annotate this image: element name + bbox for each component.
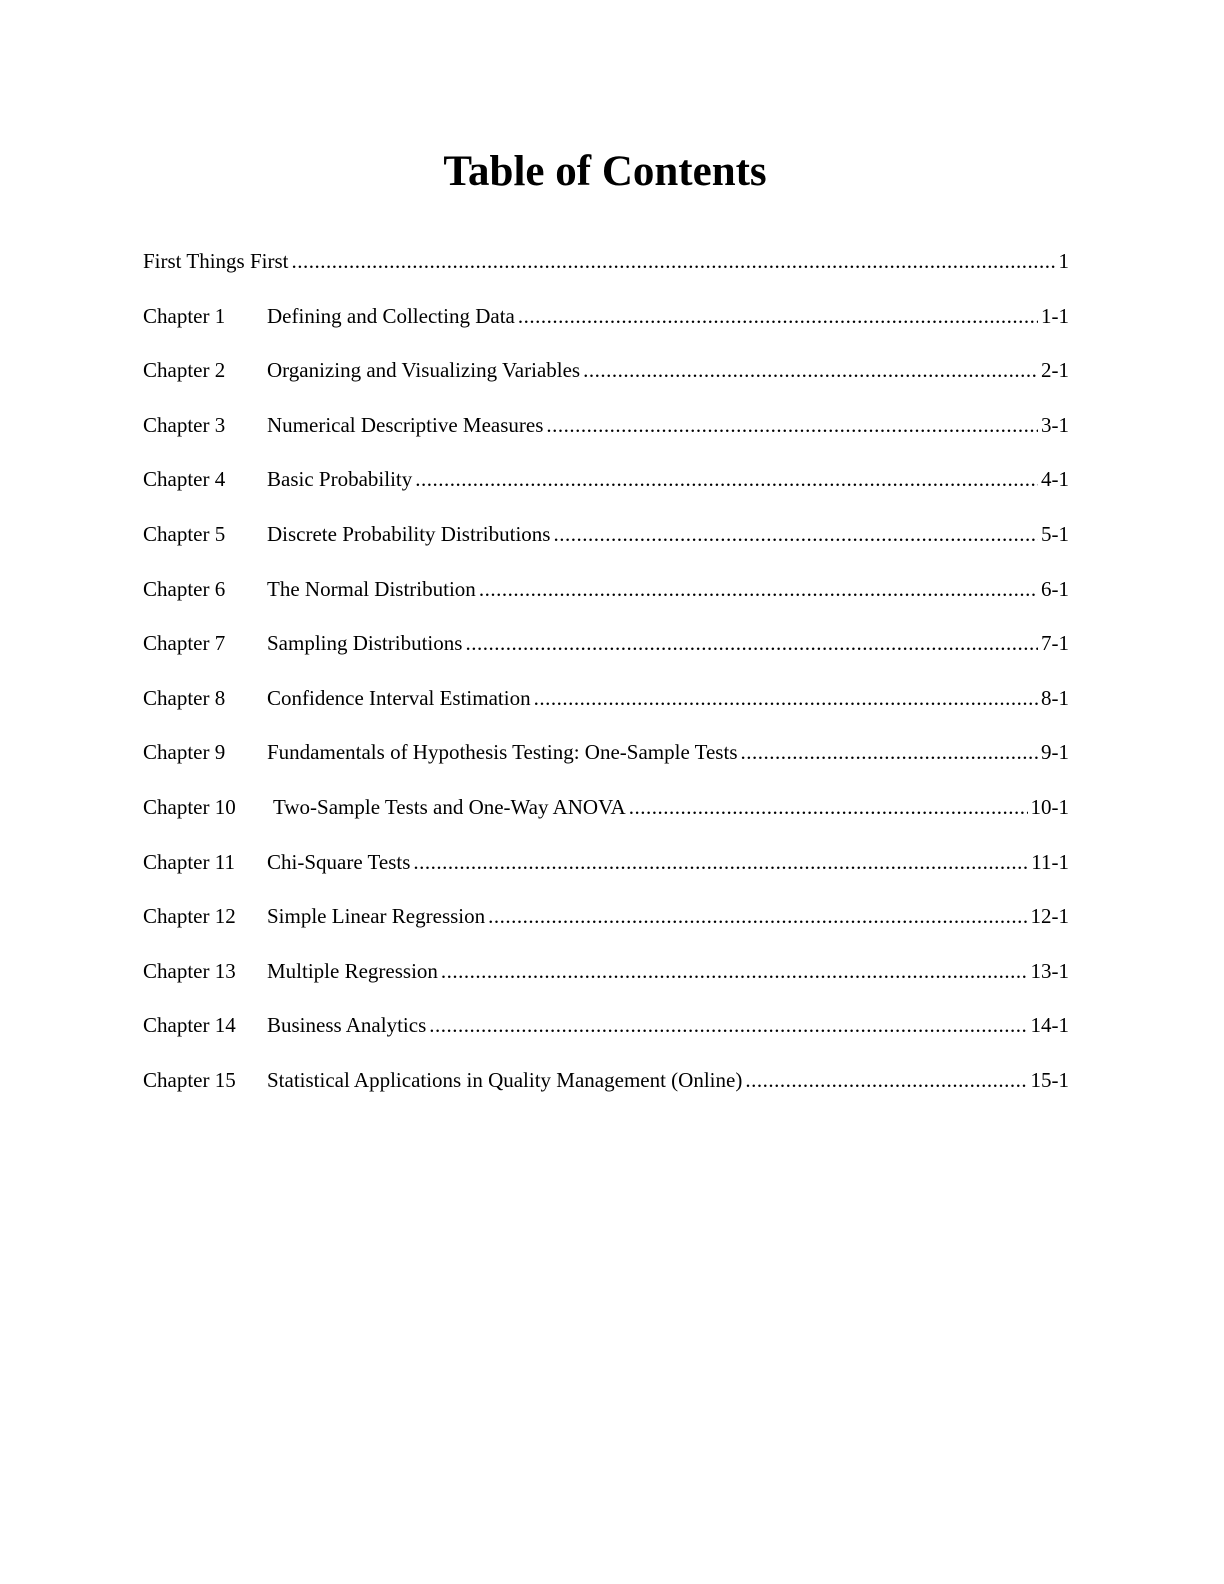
dot-leader (413, 847, 1028, 877)
toc-entry-chapter: Chapter 14 (143, 1013, 236, 1038)
dot-leader (415, 464, 1038, 494)
toc-entry-chapter-7[interactable] (143, 628, 1069, 683)
dot-leader (583, 355, 1038, 385)
toc-entry-chapter: Chapter 11 (143, 849, 235, 874)
toc-entry-chapter: Chapter 5 (143, 521, 226, 546)
toc-entry-chapter-2[interactable] (143, 355, 1069, 410)
toc-entry-chapter: Chapter 6 (143, 576, 226, 601)
toc-entry-chapter-10[interactable] (143, 792, 1069, 847)
toc-entry-chapter: Chapter 15 (143, 1067, 236, 1092)
toc-entry-title: Discrete Probability Distributions (267, 521, 551, 546)
toc-entry-title: Fundamentals of Hypothesis Testing: One-Sample Tests (267, 740, 738, 765)
toc-entry-title: The Normal Distribution (267, 576, 476, 601)
toc-entry-page: 9-1 (1041, 740, 1069, 765)
toc-entry-chapter: Chapter 10 (143, 794, 236, 819)
dot-leader (534, 683, 1038, 713)
toc-entry-page: 12-1 (1030, 904, 1069, 929)
toc-entry-chapter-9[interactable] (143, 737, 1069, 792)
toc-entry-title: First Things First (143, 249, 289, 273)
dot-leader (479, 574, 1038, 604)
toc-entry-title: Statistical Applications in Quality Management (Online) (267, 1067, 743, 1092)
table-of-contents (143, 246, 1069, 1120)
toc-entry-title: Business Analytics (267, 1013, 427, 1038)
toc-entry-page: 1 (1058, 249, 1069, 273)
toc-entry-title: Chi-Square Tests (267, 849, 411, 874)
toc-entry-chapter: Chapter 3 (143, 412, 226, 437)
toc-entry-chapter-5[interactable] (143, 519, 1069, 574)
dot-leader (488, 901, 1027, 931)
toc-entry-chapter-14[interactable] (143, 1010, 1069, 1065)
toc-entry-page: 8-1 (1041, 685, 1069, 710)
dot-leader (429, 1010, 1027, 1040)
toc-entry-page: 2-1 (1041, 358, 1069, 383)
toc-entry-title: Sampling Distributions (267, 631, 463, 656)
toc-entry-chapter: Chapter 12 (143, 904, 236, 929)
page-title: Table of Contents (443, 148, 767, 195)
dot-leader (741, 737, 1039, 767)
dot-leader (291, 246, 1055, 276)
dot-leader (441, 956, 1028, 986)
toc-entry-chapter-12[interactable] (143, 901, 1069, 956)
toc-entry-chapter: Chapter 7 (143, 631, 226, 656)
toc-entry-page: 3-1 (1041, 412, 1069, 437)
dot-leader (553, 519, 1038, 549)
toc-entry-page: 5-1 (1041, 521, 1069, 546)
toc-entry-page: 7-1 (1041, 631, 1069, 656)
dot-leader (546, 410, 1038, 440)
toc-entry-title: Basic Probability (267, 467, 413, 492)
toc-entry-chapter-8[interactable] (143, 683, 1069, 738)
toc-entry-page: 11-1 (1031, 849, 1069, 874)
dot-leader (518, 301, 1038, 331)
toc-entry-chapter-11[interactable] (143, 847, 1069, 902)
toc-entry-chapter-1[interactable] (143, 301, 1069, 356)
toc-entry-chapter: Chapter 8 (143, 685, 226, 710)
toc-entry-chapter: Chapter 2 (143, 358, 226, 383)
toc-entry-title: Defining and Collecting Data (267, 303, 515, 328)
toc-entry-title: Numerical Descriptive Measures (267, 412, 544, 437)
toc-entry-title: Confidence Interval Estimation (267, 685, 531, 710)
dot-leader (465, 628, 1038, 658)
toc-entry-chapter: Chapter 9 (143, 740, 226, 765)
toc-entry-page: 15-1 (1030, 1067, 1069, 1092)
toc-entry-title: Multiple Regression (267, 958, 438, 983)
toc-entry-page: 4-1 (1041, 467, 1069, 492)
toc-entry-chapter-13[interactable] (143, 956, 1069, 1011)
toc-entry-chapter-3[interactable] (143, 410, 1069, 465)
toc-entry-page: 13-1 (1030, 958, 1069, 983)
toc-entry-chapter-4[interactable] (143, 464, 1069, 519)
toc-entry-page: 6-1 (1041, 576, 1069, 601)
toc-entry-page: 10-1 (1030, 794, 1069, 819)
toc-entry-page: 1-1 (1041, 303, 1069, 328)
toc-entry-title: Simple Linear Regression (267, 904, 486, 929)
toc-entry-chapter-15[interactable] (143, 1065, 1069, 1120)
toc-entry-chapter: Chapter 1 (143, 303, 226, 328)
dot-leader (745, 1065, 1027, 1095)
toc-entry-chapter: Chapter 13 (143, 958, 236, 983)
toc-entry-title: Organizing and Visualizing Variables (267, 358, 581, 383)
toc-entry-title: Two-Sample Tests and One-Way ANOVA (273, 794, 626, 819)
toc-entry-first-things-first[interactable] (143, 246, 1069, 301)
toc-entry-chapter: Chapter 4 (143, 467, 226, 492)
toc-entry-chapter-6[interactable] (143, 574, 1069, 629)
toc-entry-page: 14-1 (1030, 1013, 1069, 1038)
dot-leader (629, 792, 1028, 822)
